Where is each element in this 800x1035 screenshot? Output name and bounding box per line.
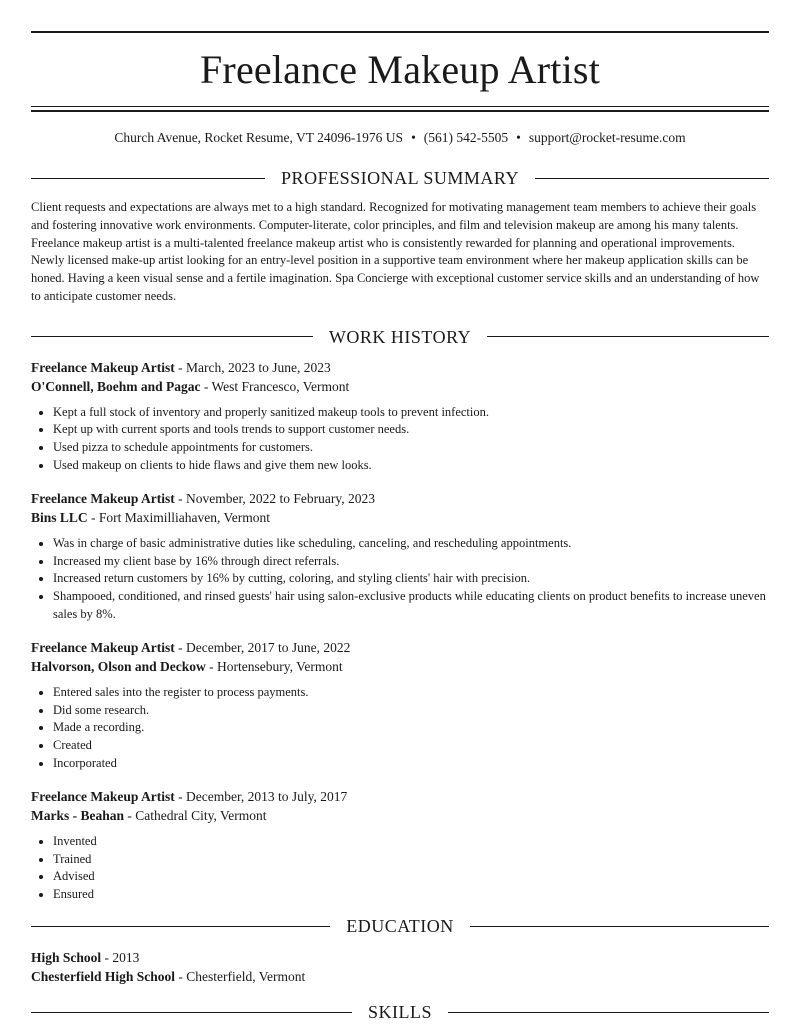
heading-rule — [31, 336, 313, 337]
job-company: O'Connell, Boehm and Pagac — [31, 378, 201, 394]
job-company-line — [31, 508, 769, 527]
job-title: Freelance Makeup Artist — [31, 359, 175, 375]
job-bullet: • Advised — [53, 868, 769, 886]
education-school: Chesterfield High School — [31, 969, 175, 985]
job-location: - Cathedral City, Vermont — [124, 808, 267, 824]
education-degree: High School — [31, 950, 102, 966]
job-bullet: • Used makeup on clients to hide flaws and give them new looks. — [53, 457, 769, 475]
job-bullet: • Created — [53, 737, 769, 755]
top-rule — [31, 31, 769, 33]
resume-page — [31, 0, 769, 1023]
job-title: Freelance Makeup Artist — [31, 491, 175, 507]
job-title-line — [31, 489, 769, 508]
job-company: Bins LLC — [31, 510, 88, 526]
job-dates: - December, 2013 to July, 2017 — [174, 789, 348, 805]
heading-rule — [448, 1012, 769, 1013]
job-bullet: • Did some research. — [53, 702, 769, 720]
heading-rule — [470, 926, 769, 927]
resume-name: Freelance Makeup Artist — [199, 47, 601, 92]
heading-rule — [535, 178, 769, 179]
summary-heading — [31, 167, 769, 189]
heading-rule — [31, 1012, 352, 1013]
job-entry — [31, 787, 769, 903]
job-company-line — [31, 806, 769, 825]
job-bullet: • Entered sales into the register to process payments. — [53, 684, 769, 702]
job-bullet: • Trained — [53, 851, 769, 869]
job-title: Freelance Makeup Artist — [31, 640, 175, 656]
job-company: Marks - Beahan — [31, 808, 125, 824]
education-location: - Chesterfield, Vermont — [175, 969, 306, 985]
job-location: - Fort Maximilliahaven, Vermont — [87, 510, 271, 526]
job-bullets — [31, 404, 769, 474]
job-bullets — [31, 535, 769, 623]
header-divider — [31, 106, 769, 112]
job-bullets — [31, 833, 769, 903]
skills-heading — [31, 1001, 769, 1023]
job-bullet: • Increased return customers by 16% by cutting, coloring, and styling clients' hair with precision. — [53, 570, 769, 588]
education-heading — [31, 915, 769, 937]
education-title: EDUCATION — [346, 916, 454, 937]
job-title-line — [31, 638, 769, 657]
heading-rule — [31, 178, 265, 179]
job-company-line — [31, 377, 769, 396]
job-location: - West Francesco, Vermont — [200, 378, 350, 394]
contact-address: Church Avenue, Rocket Resume, VT 24096-1976 US — [114, 130, 404, 145]
contact-line — [31, 129, 769, 147]
job-bullet: • Made a recording. — [53, 719, 769, 737]
heading-rule — [31, 926, 330, 927]
job-bullet: • Was in charge of basic administrative duties like scheduling, canceling, and rescheduling appointments. — [53, 535, 769, 553]
education-degree-line — [31, 948, 769, 967]
job-entry — [31, 489, 769, 623]
education-year: - 2013 — [101, 950, 140, 966]
skills-title: SKILLS — [368, 1002, 433, 1023]
job-company: Halvorson, Olson and Deckow — [31, 659, 206, 675]
job-title: Freelance Makeup Artist — [31, 789, 175, 805]
job-bullets — [31, 684, 769, 772]
summary-title: PROFESSIONAL SUMMARY — [281, 168, 519, 188]
job-bullet: • Kept up with current sports and tools trends to support customer needs. — [53, 421, 769, 439]
job-bullet: • Increased my client base by 16% through direct referrals. — [53, 553, 769, 571]
job-location: - Hortensebury, Vermont — [205, 659, 343, 675]
education-school-line — [31, 967, 769, 986]
job-dates: - November, 2022 to February, 2023 — [174, 491, 376, 507]
heading-rule — [487, 336, 769, 337]
contact-email: support@rocket-resume.com — [528, 130, 686, 145]
job-title-line — [31, 787, 769, 806]
job-dates: - March, 2023 to June, 2023 — [174, 359, 331, 375]
job-entry — [31, 638, 769, 772]
job-bullet: • Used pizza to schedule appointments for customers. — [53, 439, 769, 457]
job-title-line — [31, 358, 769, 377]
job-bullet: • Kept a full stock of inventory and properly sanitized makeup tools to prevent infection. — [53, 404, 769, 422]
contact-separator: • — [411, 130, 416, 145]
job-company-line — [31, 657, 769, 676]
work-history-heading — [31, 326, 769, 348]
job-bullet: • Ensured — [53, 886, 769, 904]
job-bullet: • Invented — [53, 833, 769, 851]
job-bullet: • Shampooed, conditioned, and rinsed guests' hair using salon-exclusive products while educating clients on product benefits to increase uneven sales by 8%. — [53, 588, 769, 623]
summary-text: Client requests and expectations are always met to a high standard. Recognized for motivating management team members to achieve their goals and fostering innovative work environments. Computer-literate, color principles, and film and television makeup are among his many talents. Freelance makeup artist is a multi-talented freelance makeup artist who is consistently rewarded for planning and operational improvements. Newly licensed make-up artist looking for an entry-level position in a supportive team environment where her makeup application skills can be honed. Having a keen visual sense and a fertile imagination. Spa Concierge with exceptional customer service skills and an understanding of how to anticipate customer needs. — [31, 200, 760, 303]
contact-separator: • — [516, 130, 521, 145]
job-dates: - December, 2017 to June, 2022 — [174, 640, 351, 656]
work-history-title: WORK HISTORY — [328, 326, 472, 347]
job-entry — [31, 358, 769, 474]
contact-phone: (561) 542-5505 — [423, 130, 509, 145]
job-bullet: • Incorporated — [53, 755, 769, 773]
